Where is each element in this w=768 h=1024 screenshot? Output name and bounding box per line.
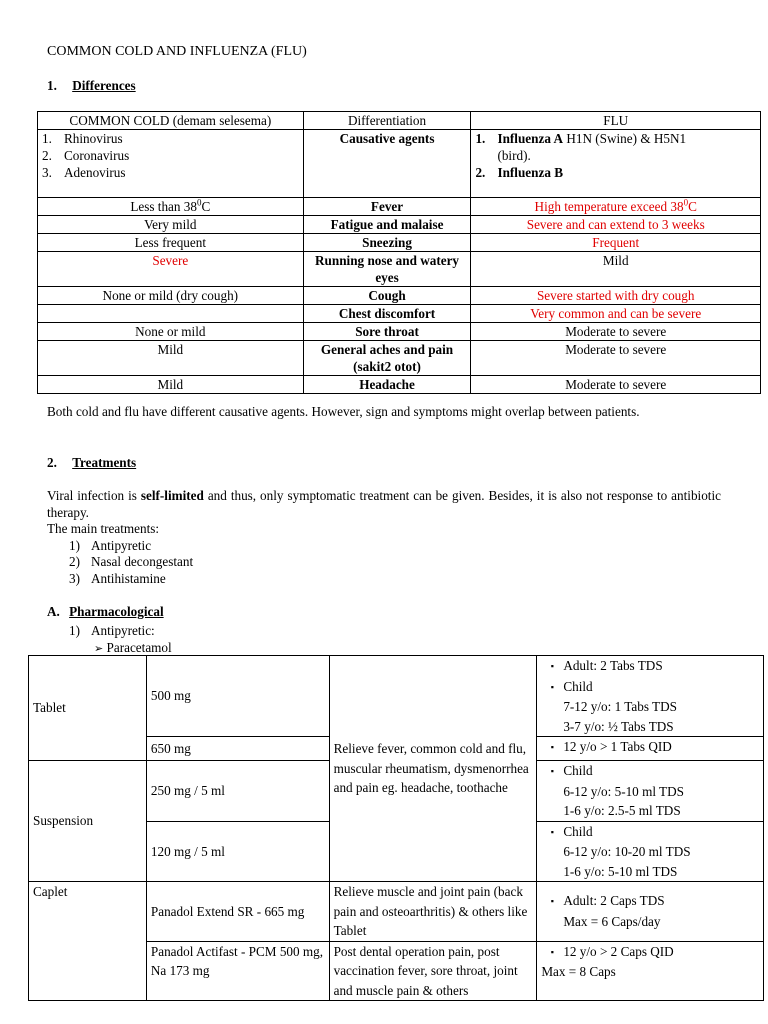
dose-actifast: ▪ 12 y/o > 2 Caps QID Max = 8 Caps — [537, 941, 764, 1001]
paracetamol-table — [28, 655, 764, 1001]
paragraph-overlap: Both cold and flu have different causative agents. However, sign and symptoms might overlap between patients. — [47, 404, 640, 419]
dose-500: ▪ Adult: 2 Tabs TDS ▪ Child 7-12 y/o: 1 Tabs TDS 3-7 y/o: ½ Tabs TDS — [537, 656, 764, 737]
form-suspension: Suspension — [29, 761, 147, 882]
indication-main: Relieve fever, common cold and flu, muscular rheumatism, dysmenorrhea and pain eg. headache, toothache — [329, 656, 537, 882]
form-tablet: Tablet — [29, 656, 147, 761]
table-row: Less frequent Sneezing Frequent — [38, 234, 761, 252]
table-row: Mild Headache Moderate to severe — [38, 376, 761, 394]
dose-120: ▪ Child 6-12 y/o: 10-20 ml TDS 1-6 y/o: 5-10 ml TDS — [537, 821, 764, 882]
list-item: Rhinovirus — [64, 131, 123, 146]
dose-extend: ▪ Adult: 2 Caps TDS Max = 6 Caps/day — [537, 882, 764, 942]
list-item: Coronavirus — [64, 148, 130, 163]
square-bullet-icon: ▪ — [550, 742, 554, 752]
product-actifast: Panadol Actifast - PCM 500 mg, Na 173 mg — [146, 941, 329, 1001]
square-bullet-icon: ▪ — [550, 681, 554, 692]
strength-650: 650 mg — [146, 737, 329, 761]
indication-actifast: Post dental operation pain, post vaccination fever, sore throat, joint and muscle pain & others — [329, 941, 537, 1001]
dose-250: ▪ Child 6-12 y/o: 5-10 ml TDS 1-6 y/o: 2.5-5 ml TDS — [537, 761, 764, 822]
product-extend: Panadol Extend SR - 665 mg — [146, 882, 329, 942]
list-item: Nasal decongestant — [91, 554, 194, 569]
cold-causative-list: 1. Rhinovirus 2. Coronavirus 3. Adenovirus — [38, 130, 304, 198]
section-label: Differences — [72, 78, 136, 93]
header-cold: COMMON COLD (demam selesema) — [38, 112, 304, 130]
section-heading-differences — [47, 78, 136, 94]
strength-120: 120 mg / 5 ml — [146, 821, 329, 882]
table-row: Very mild Fatigue and malaise Severe and can extend to 3 weeks — [38, 216, 761, 234]
table-row-fever — [38, 198, 761, 216]
square-bullet-icon: ▪ — [550, 766, 554, 776]
indication-extend: Relieve muscle and joint pain (back pain and osteoarthritis) & others like Tablet — [329, 882, 537, 942]
page-title: COMMON COLD AND INFLUENZA (FLU) — [47, 44, 307, 59]
arrow-bullet-icon: ➢ — [94, 642, 104, 655]
label-fever: Fever — [303, 198, 471, 216]
list-item: Adenovirus — [64, 165, 126, 180]
strength-500: 500 mg — [146, 656, 329, 737]
antipyretic-sublist: 1) Antipyretic: ➢ Paracetamol — [69, 623, 172, 655]
table-row: None or mild Sore throat Moderate to severe — [38, 323, 761, 341]
strength-250: 250 mg / 5 ml — [146, 761, 329, 822]
section-number: 1. — [47, 78, 57, 93]
differences-table — [37, 111, 761, 394]
main-treatments-label: The main treatments: — [47, 521, 160, 536]
square-bullet-icon: ▪ — [550, 896, 554, 907]
form-caplet: Caplet — [29, 882, 147, 1001]
dose-650: ▪ 12 y/o > 1 Tabs QID — [537, 737, 764, 761]
drug-name: Paracetamol — [106, 640, 172, 655]
section-heading-treatments: 2. Treatments — [47, 455, 137, 470]
square-bullet-icon: ▪ — [550, 826, 554, 837]
section-heading-pharmacological: A. Pharmacological — [47, 604, 164, 619]
sub-heading-antipyretic: Antipyretic: — [91, 623, 155, 638]
table-row — [29, 656, 764, 737]
table-row: Mild General aches and pain (sakit2 otot) Moderate to severe — [38, 341, 761, 376]
table-row — [29, 882, 764, 942]
label-causative: Causative agents — [303, 130, 471, 198]
square-bullet-icon: ▪ — [550, 946, 554, 957]
square-bullet-icon: ▪ — [550, 661, 554, 671]
table-row: Severe Running nose and watery eyes Mild — [38, 252, 761, 287]
table-row-causative — [38, 130, 761, 198]
table-row: None or mild (dry cough) Cough Severe started with dry cough — [38, 287, 761, 305]
list-item: Antihistamine — [91, 570, 166, 586]
list-item: Antipyretic — [91, 537, 152, 553]
flu-causative-list: 1. Influenza A H1N (Swine) & H5N1 (bird). 2. Influenza B — [471, 130, 761, 198]
cold-fever: Less than $38^0C$ — [38, 198, 304, 216]
main-treatments: The main treatments: 1) Antipyretic 2) Nasal decongestant 3) Antihistamine — [47, 521, 194, 586]
table-header-row — [38, 112, 761, 130]
table-row: Chest discomfort Very common and can be severe — [38, 305, 761, 323]
header-differentiation: Differentiation — [303, 112, 471, 130]
paragraph-viral: Viral infection is self-limited and thus, only symptomatic treatment can be given. Besides, it is also not response to antibiotic therapy. — [47, 488, 721, 520]
header-flu: FLU — [471, 112, 761, 130]
flu-fever: High temperature exceed $38^0C$ — [471, 198, 761, 216]
